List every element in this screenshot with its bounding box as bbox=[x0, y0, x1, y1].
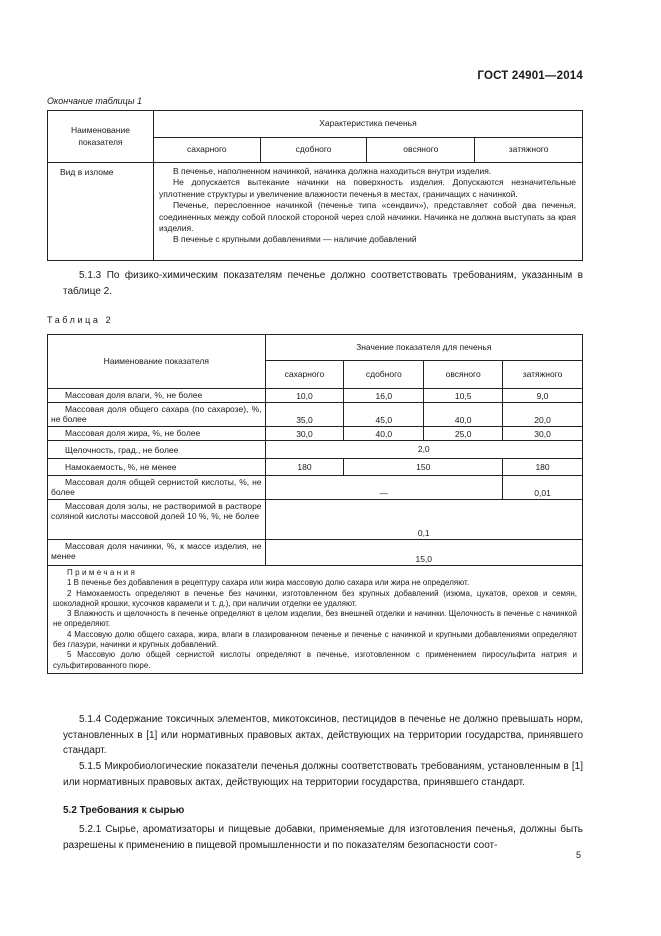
row-sugar-label: Массовая доля общего сахара (по сахарозе), %, не более bbox=[51, 404, 262, 425]
row-moisture-v3: 10,5 bbox=[424, 389, 503, 403]
row-ash-value: 0,1 bbox=[265, 500, 582, 540]
row-alkalinity-value: 2,0 bbox=[265, 441, 582, 459]
row-moisture-label: Массовая доля влаги, %, не более bbox=[65, 390, 203, 400]
row-moisture-v4: 9,0 bbox=[503, 389, 583, 403]
table2-col-oat: овсяного bbox=[424, 361, 503, 389]
table1-col-oat: овсяного bbox=[367, 138, 475, 163]
row-filling-value: 15,0 bbox=[265, 540, 582, 566]
table1-group-header: Характеристика печенья bbox=[153, 111, 582, 138]
row-fat-v2: 40,0 bbox=[344, 427, 424, 441]
table1-text-line: В печенье, наполненном начинкой, начинка должна находиться внутри изделия. bbox=[172, 166, 492, 176]
paragraph-5-2-1-text: 5.2.1 Сырье, ароматизаторы и пищевые добавки, применяемые для изготовления печенья, должны быть разрешены к применению в пищевой промышленности и по показателям безопасности соот- bbox=[63, 824, 583, 851]
row-fat-v4: 30,0 bbox=[503, 427, 583, 441]
row-swelling-v4: 180 bbox=[503, 459, 583, 476]
document-header: ГОСТ 24901—2014 bbox=[477, 70, 583, 82]
row-moisture-v1: 10,0 bbox=[265, 389, 344, 403]
row-sugar-name bbox=[48, 403, 266, 427]
paragraph-5-1-5-text: 5.1.5 Микробиологические показатели печенья должны соответствовать требованиям, установленным в [1] или нормативных правовых актах, действующих на территории государства, принявшего стандарт. bbox=[63, 761, 583, 788]
row-alkalinity-label: Щелочность, град., не более bbox=[65, 444, 179, 455]
row-swelling-v1: 180 bbox=[265, 459, 344, 476]
row-sulfur-name bbox=[48, 476, 266, 500]
table1-row-name: Вид в изломе bbox=[48, 163, 154, 261]
note-item: 2 Намокаемость определяют в печенье без начинки, изготовленном без крупных добавлений (изюма, цукатов, орехов и семян, шоколадной крошки, кусочков карамели и т. д.), при наличии отделки ее удаляют. bbox=[53, 588, 577, 608]
notes-title: Примечания bbox=[67, 568, 138, 577]
page-number: 5 bbox=[575, 850, 581, 860]
table1 bbox=[47, 110, 583, 261]
row-fat-name bbox=[48, 427, 266, 441]
row-swelling-name bbox=[48, 459, 266, 476]
row-alkalinity-name bbox=[48, 441, 266, 459]
paragraph-5-2-1 bbox=[63, 822, 583, 853]
row-fat-v1: 30,0 bbox=[265, 427, 344, 441]
table2 bbox=[47, 334, 583, 674]
table1-row-text bbox=[153, 163, 582, 261]
row-sulfur-label: Массовая доля общей сернистой кислоты, %, не более bbox=[51, 477, 262, 498]
row-sulfur-v123: — bbox=[265, 476, 503, 500]
table2-caption: Таблица 2 bbox=[47, 315, 114, 325]
row-sugar-v1: 35,0 bbox=[265, 403, 344, 427]
note-item: 4 Массовую долю общего сахара, жира, влаги в глазированном печенье и печенье с начинкой и крупными добавлениями определяют без глазури, начинки и крупных добавлений. bbox=[53, 629, 577, 650]
table2-col-tough: затяжного bbox=[503, 361, 583, 389]
table1-text-line: Печенье, переслоенное начинкой (печенье типа «сендвич»), представляет собой два печенья, соединенных между собой плоской стороной через слой начинки. Начинка не должна выступать за края изделия. bbox=[158, 200, 576, 234]
paragraph-5-1-3 bbox=[63, 268, 583, 299]
table1-caption: Окончание таблицы 1 bbox=[47, 96, 142, 106]
row-filling-label: Массовая доля начинки, %, к массе изделия, не менее bbox=[51, 541, 262, 562]
row-moisture-v2: 16,0 bbox=[344, 389, 424, 403]
table1-col-tough: затяжного bbox=[475, 138, 583, 163]
table2-col-sugar: сахарного bbox=[265, 361, 344, 389]
row-sulfur-v4: 0,01 bbox=[503, 476, 583, 500]
table1-text-line: В печенье с крупными добавлениями — наличие добавлений bbox=[172, 234, 417, 245]
paragraph-5-1-4-text: 5.1.4 Содержание токсичных элементов, микотоксинов, пестицидов в печенье не должно превышать норм, установленных в [1] или нормативных правовых актах, действующих на территории государства, принявшего стандарт. bbox=[63, 714, 583, 757]
note-item: 1 В печенье без добавления в рецептуру сахара или жира массовую долю сахара или жира не определяют. bbox=[67, 578, 470, 588]
row-fat-label: Массовая доля жира, %, не более bbox=[65, 428, 201, 438]
note-item: 5 Массовую долю общей сернистой кислоты определяют в печенье, изготовленном с применением пиросульфита натрия и сульфитированного пюре. bbox=[53, 650, 577, 670]
table2-col-rich: сдобного bbox=[344, 361, 424, 389]
table1-text-line: Не допускается вытекание начинки на поверхность изделия. Допускаются незначительные уплотнение структуры и увеличение влажности печенья в местах, граничащих с начинкой. bbox=[158, 177, 576, 199]
row-swelling-v23: 150 bbox=[344, 459, 503, 476]
row-sugar-v3: 40,0 bbox=[424, 403, 503, 427]
paragraph-5-1-5 bbox=[63, 759, 583, 790]
table1-col-rich: сдобного bbox=[260, 138, 367, 163]
row-sugar-v4: 20,0 bbox=[503, 403, 583, 427]
row-fat-v3: 25,0 bbox=[424, 427, 503, 441]
row-ash-name bbox=[48, 500, 266, 540]
paragraph-5-1-3-text: 5.1.3 По физико-химическим показателям печенье должно соответствовать требованиям, указанным в таблице 2. bbox=[63, 270, 583, 297]
table2-col-name: Наименование показателя bbox=[48, 335, 266, 389]
table2-notes bbox=[48, 566, 583, 674]
row-swelling-label: Намокаемость, %, не менее bbox=[65, 462, 177, 473]
row-moisture-name bbox=[48, 389, 266, 403]
table2-group-header: Значение показателя для печенья bbox=[265, 335, 582, 361]
row-sugar-v2: 45,0 bbox=[344, 403, 424, 427]
paragraph-5-1-4 bbox=[63, 712, 583, 759]
table1-col-name: Наименование показателя bbox=[48, 111, 154, 163]
row-ash-label: Массовая доля золы, не растворимой в растворе соляной кислоты массовой долей 10 %, %, не более bbox=[51, 501, 262, 522]
note-item: 3 Влажность и щелочность в печенье определяют в целом изделии, без внешней отделки и начинки. Щелочность в печенье с начинкой не определяют. bbox=[53, 609, 577, 629]
table1-col-sugar: сахарного bbox=[153, 138, 260, 163]
row-filling-name bbox=[48, 540, 266, 566]
section-5-2-heading: 5.2 Требования к сырью bbox=[63, 805, 185, 816]
